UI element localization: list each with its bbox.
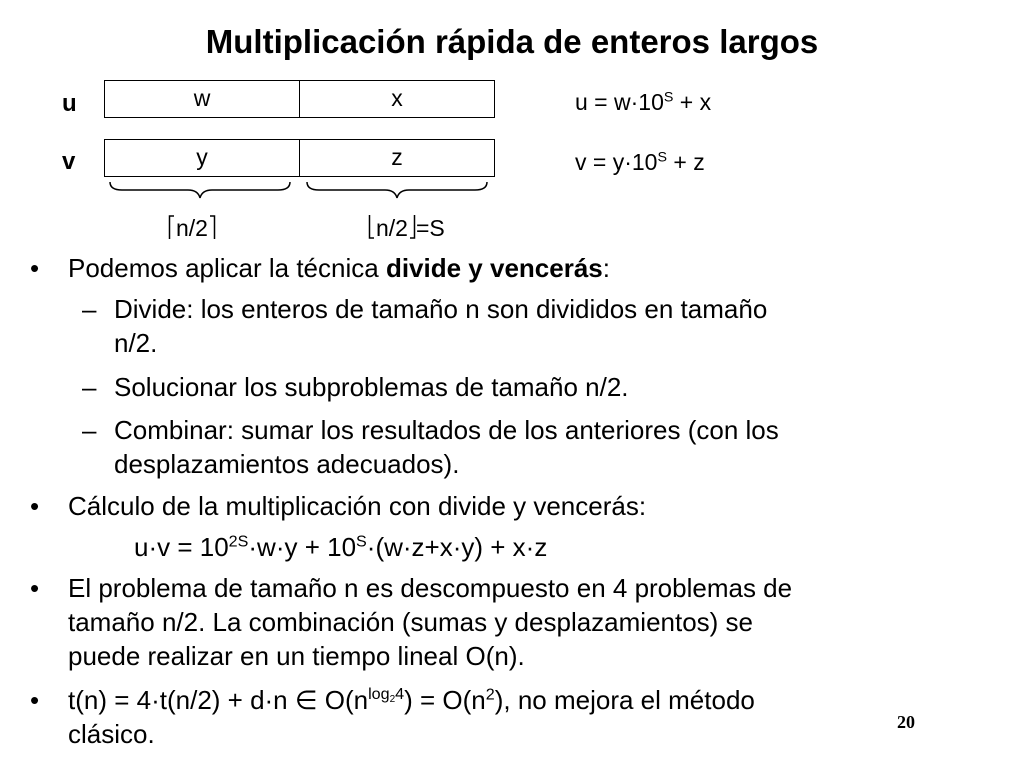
bullet-marker: • <box>30 685 40 715</box>
w-cell: w <box>193 85 211 111</box>
dash-marker: – <box>82 415 97 445</box>
z-cell: z <box>299 140 494 176</box>
sub-bullet-divide: Divide: los enteros de tamaño n son divididos en tamaño n/2. <box>114 294 768 358</box>
bullet-complexity: t(n) = 4·t(n/2) + d·n ∈ $O(n^{log_24}) = O(n^2)$, no mejora el método clásico. <box>68 685 755 749</box>
u-label: u <box>62 90 77 117</box>
page-title: Multiplicación rápida de enteros largos <box>205 23 819 60</box>
floor-half-label: n/2 =S <box>368 214 445 242</box>
left-brace <box>108 180 292 200</box>
bullet-marker: • <box>30 253 40 283</box>
dash-marker: – <box>82 372 97 402</box>
floor-left-icon <box>368 214 376 240</box>
v-box <box>104 139 495 177</box>
bullet-marker: • <box>30 573 40 603</box>
right-brace <box>305 180 489 200</box>
floor-right-icon <box>408 214 416 240</box>
u-box <box>104 80 495 118</box>
ceil-left-icon <box>168 214 176 240</box>
u-equation: $u = w\cdot 10^S + x$ <box>575 89 712 115</box>
multiplication-formula: $u\cdot v = 10^{2S}\cdot w\cdot y + 10^S\cdot(w\cdot z+x\cdot y) + x\cdot z$ <box>134 532 548 562</box>
page-number: 20 <box>897 712 915 732</box>
x-cell: x <box>299 81 494 117</box>
ceil-half-label: n/2 <box>168 214 216 242</box>
v-label: v <box>62 148 76 175</box>
bullet-calculation: Cálculo de la multiplicación con divide y vencerás: <box>68 491 647 521</box>
dash-marker: – <box>82 294 97 324</box>
bullet-divide-conquer: Podemos aplicar la técnica divide y vencerás: <box>68 253 610 283</box>
y-cell: y <box>196 144 208 170</box>
bullet-marker: • <box>30 491 40 521</box>
v-equation: $v = y\cdot 10^S + z$ <box>575 149 705 175</box>
bullet-decomposition: El problema de tamaño n es descompuesto en 4 problemas de tamaño n/2. La combinación (sumas y desplazamientos) se puede realizar en un tiempo lineal O(n). <box>68 573 793 671</box>
sub-bullet-combine: Combinar: sumar los resultados de los anteriores (con los desplazamientos adecuados). <box>114 415 779 479</box>
sub-bullet-solve: Solucionar los subproblemas de tamaño n/2. <box>114 372 629 402</box>
ceil-right-icon <box>208 214 216 240</box>
